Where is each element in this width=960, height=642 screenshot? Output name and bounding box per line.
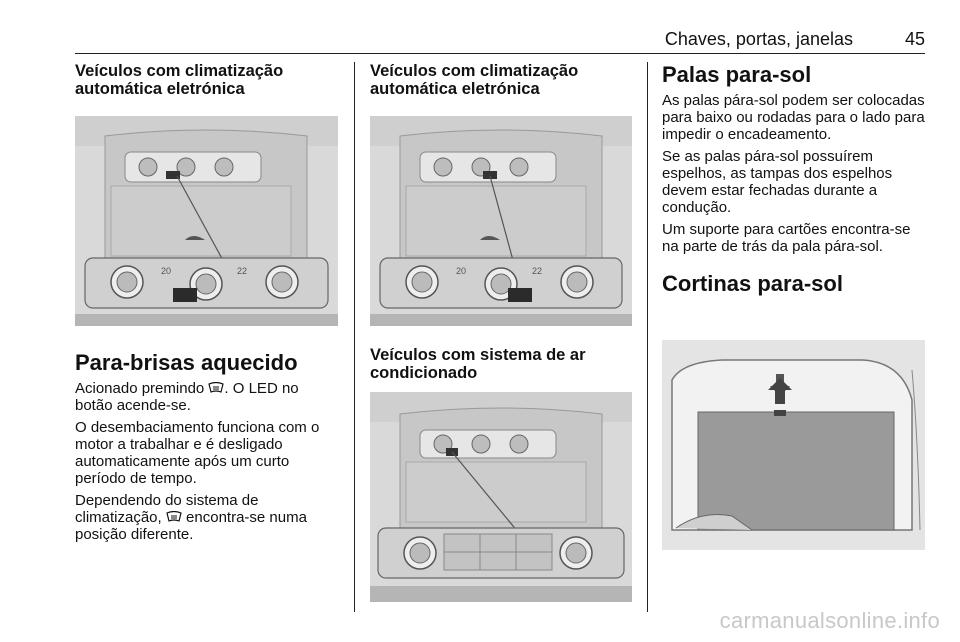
panel-temp-left: 20: [456, 266, 467, 276]
column-divider-2: [647, 62, 648, 612]
figure-sun-blind: [662, 340, 925, 550]
paragraph-card-holder: Um suporte para cartões encontra-se na parte de trás da pala pára-sol.: [662, 221, 911, 255]
running-header: [75, 27, 925, 54]
figure-climate-panel-2: [370, 116, 632, 326]
section-title-heated-windscreen: Para-brisas aquecido: [75, 350, 298, 375]
heated-windscreen-icon: [208, 381, 224, 393]
panel-temp-right: 22: [237, 266, 248, 276]
section-title-sun-blinds: Cortinas para-sol: [662, 271, 843, 296]
subheading-electronic-climate-2: Veículos com climatização automática eletrónica: [370, 62, 579, 98]
column-3: [662, 62, 930, 297]
paragraph-visors-position: As palas pára-sol podem ser colocadas para baixo ou rodadas para o lado para impedir o encadeamento.: [662, 92, 925, 143]
paragraph-visors-mirrors: Se as palas pára-sol possuírem espelhos, as tampas dos espelhos devem estar fechadas durante a condução.: [662, 148, 893, 216]
column-1-text: [75, 350, 340, 548]
paragraph-activation: Acionado premindo . O LED no botão acende-se.: [75, 380, 299, 414]
column-divider-1: [354, 62, 355, 612]
section-title-sun-visors: Palas para-sol: [662, 62, 812, 87]
page-number: 45: [904, 29, 925, 49]
subheading-air-conditioning: Veículos com sistema de ar condicionado: [370, 346, 586, 382]
watermark: carmanualsonline.info: [719, 608, 940, 633]
subheading-electronic-climate: Veículos com climatização automática eletrónica: [75, 62, 284, 98]
column-2-lower: [370, 346, 635, 382]
column-1: [75, 62, 340, 98]
chapter-title: Chaves, portas, janelas: [664, 29, 853, 49]
paragraph-defrost: O desembaciamento funciona com o motor a trabalhar e é desligado automaticamente após um curto período de tempo.: [75, 419, 320, 487]
panel-temp-right: 22: [532, 266, 543, 276]
heated-windscreen-icon: [166, 510, 182, 522]
figure-climate-panel-1: [75, 116, 338, 326]
column-2: [370, 62, 635, 98]
figure-ac-panel: [370, 392, 632, 602]
panel-temp-left: 20: [161, 266, 172, 276]
paragraph-position: Dependendo do sistema de climatização, encontra-se numa posição diferente.: [75, 492, 307, 543]
